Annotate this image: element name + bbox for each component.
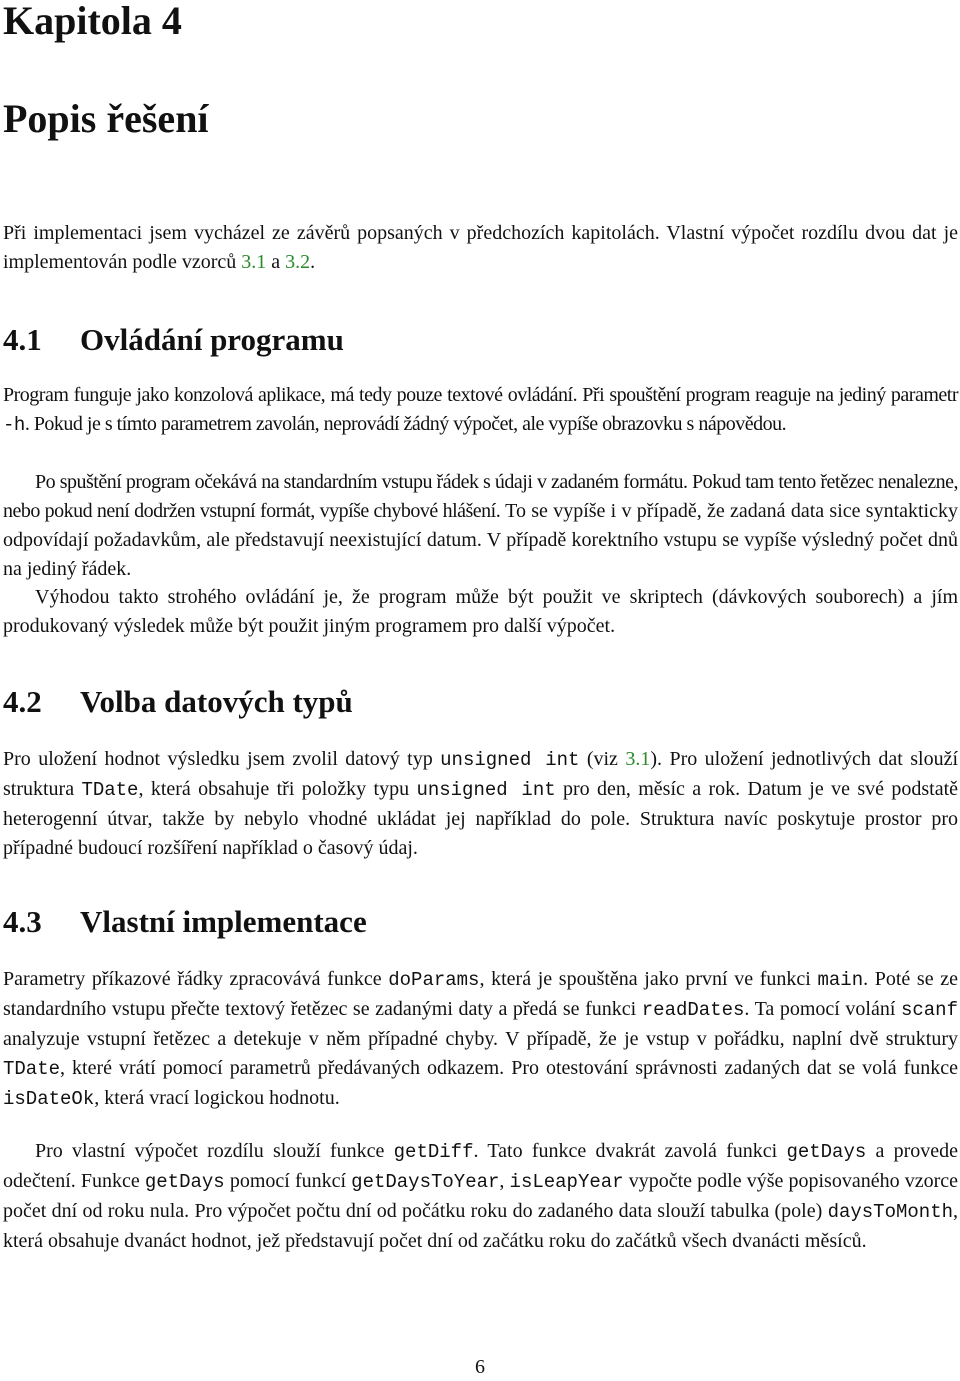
code-span: TDate <box>81 779 139 801</box>
code-span: unsigned int <box>416 779 556 801</box>
section-heading-4-1 <box>3 320 344 360</box>
equation-reference[interactable]: 3.1 <box>241 251 267 273</box>
code-span: TDate <box>3 1058 61 1080</box>
section-title: Volba datových typů <box>80 684 353 719</box>
code-span: getDaysToYear <box>351 1171 500 1193</box>
section-heading-4-3 <box>3 902 367 942</box>
code-span: scanf <box>900 999 958 1021</box>
paragraph-program-input: Po spuštění program očekává na standardním vstupu řádek s údaji v zadaném formátu. Pokud tam tento řetězec nenalezne, nebo pokud není dodržen vstupní formát, vypíše chybové hlášení. To se vypíše i v případě, že zadaná data sice syntakticky odpovídají požadavkům, ale představují neexistující datum. V případě korektního vstupu se vypíše výsledný počet dnů na jediný řádek. <box>3 471 958 580</box>
code-span: -h <box>3 414 25 436</box>
code-span: getDays <box>144 1171 225 1193</box>
paragraph-implementation-calculation: Pro vlastní výpočet rozdílu slouží funkce getDiff. Tato funkce dvakrát zavolá funkci getDays a provede odečtení. Funkce getDays pomocí funkcí getDaysToYear, isLeapYear vypočte podle výše popisovaného vzorce počet dní od roku nula. Pro výpočet počtu dní od počátku roku do zadaného data slouží tabulka (pole) daysToMonth, která obsahuje dvanáct hodnot, jež představují počet dní od začátku roku do začátků všech dvanácti měsíců. <box>3 1140 959 1252</box>
section-number: 4.2 <box>3 684 42 719</box>
section-heading-4-2 <box>3 682 353 722</box>
code-span: isLeapYear <box>509 1171 624 1193</box>
code-span: readDates <box>641 999 745 1021</box>
paragraph-data-types: Pro uložení hodnot výsledku jsem zvolil datový typ unsigned int (viz 3.1). Pro uložení jednotlivých dat slouží struktura TDate, která obsahuje tři položky typu unsigned int pro den, měsíc a rok. Datum je ve své podstatě heterogenní útvar, takže by nebylo vhodné ukládat jej například do pole. Struktura navíc poskytuje prostor pro případné budoucí rozšíření například o časový údaj. <box>3 748 959 859</box>
section-number: 4.3 <box>3 904 42 939</box>
page-number: 6 <box>475 1356 485 1378</box>
code-span: getDays <box>786 1141 867 1163</box>
section-title: Ovládání programu <box>80 322 344 357</box>
code-span: main <box>817 969 864 991</box>
paragraph-implementation-input: Parametry příkazové řádky zpracovává funkce doParams, která je spouštěna jako první ve funkci main. Poté se ze standardního vstupu přečte textový řetězec se zadanými daty a předá se funkci readDates. Ta pomocí volání scanf analyzuje vstupní řetězec a detekuje v něm případné chyby. V případě, že je vstup v pořádku, naplní dvě struktury TDate, které vrátí pomocí parametrů předávaných odkazem. Pro otestování správnosti zadaných dat se volá funkce isDateOk, která vrací logickou hodnotu. <box>3 968 958 1110</box>
code-span: doParams <box>388 969 480 991</box>
code-span: daysToMonth <box>827 1201 953 1223</box>
paragraph-program-advantage: Výhodou takto strohého ovládání je, že program může být použit ve skriptech (dávkových souborech) a jím produkovaný výsledek může být použit jiným programem pro další výpočet. <box>3 586 958 637</box>
equation-reference[interactable]: 3.1 <box>625 748 651 770</box>
code-span: isDateOk <box>3 1088 95 1110</box>
code-span: getDiff <box>393 1141 474 1163</box>
paragraph-program-control: Program funguje jako konzolová aplikace, má tedy pouze textové ovládání. Při spouštění program reaguje na jediný parametr -h. Pokud je s tímto parametrem zavolán, neprovádí žádný výpočet, ale vypíše obrazovku s nápovědou. <box>3 384 958 436</box>
code-span: unsigned int <box>440 749 580 771</box>
intro-paragraph: Při implementaci jsem vycházel ze závěrů popsaných v předchozích kapitolách. Vlastní výpočet rozdílu dvou dat je implementován podle vzorců 3.1 a 3.2. <box>3 222 958 273</box>
equation-reference[interactable]: 3.2 <box>285 251 311 273</box>
section-title: Vlastní implementace <box>80 904 367 939</box>
chapter-title: Popis řešení <box>3 96 209 141</box>
chapter-label: Kapitola 4 <box>3 0 182 43</box>
section-number: 4.1 <box>3 322 42 357</box>
